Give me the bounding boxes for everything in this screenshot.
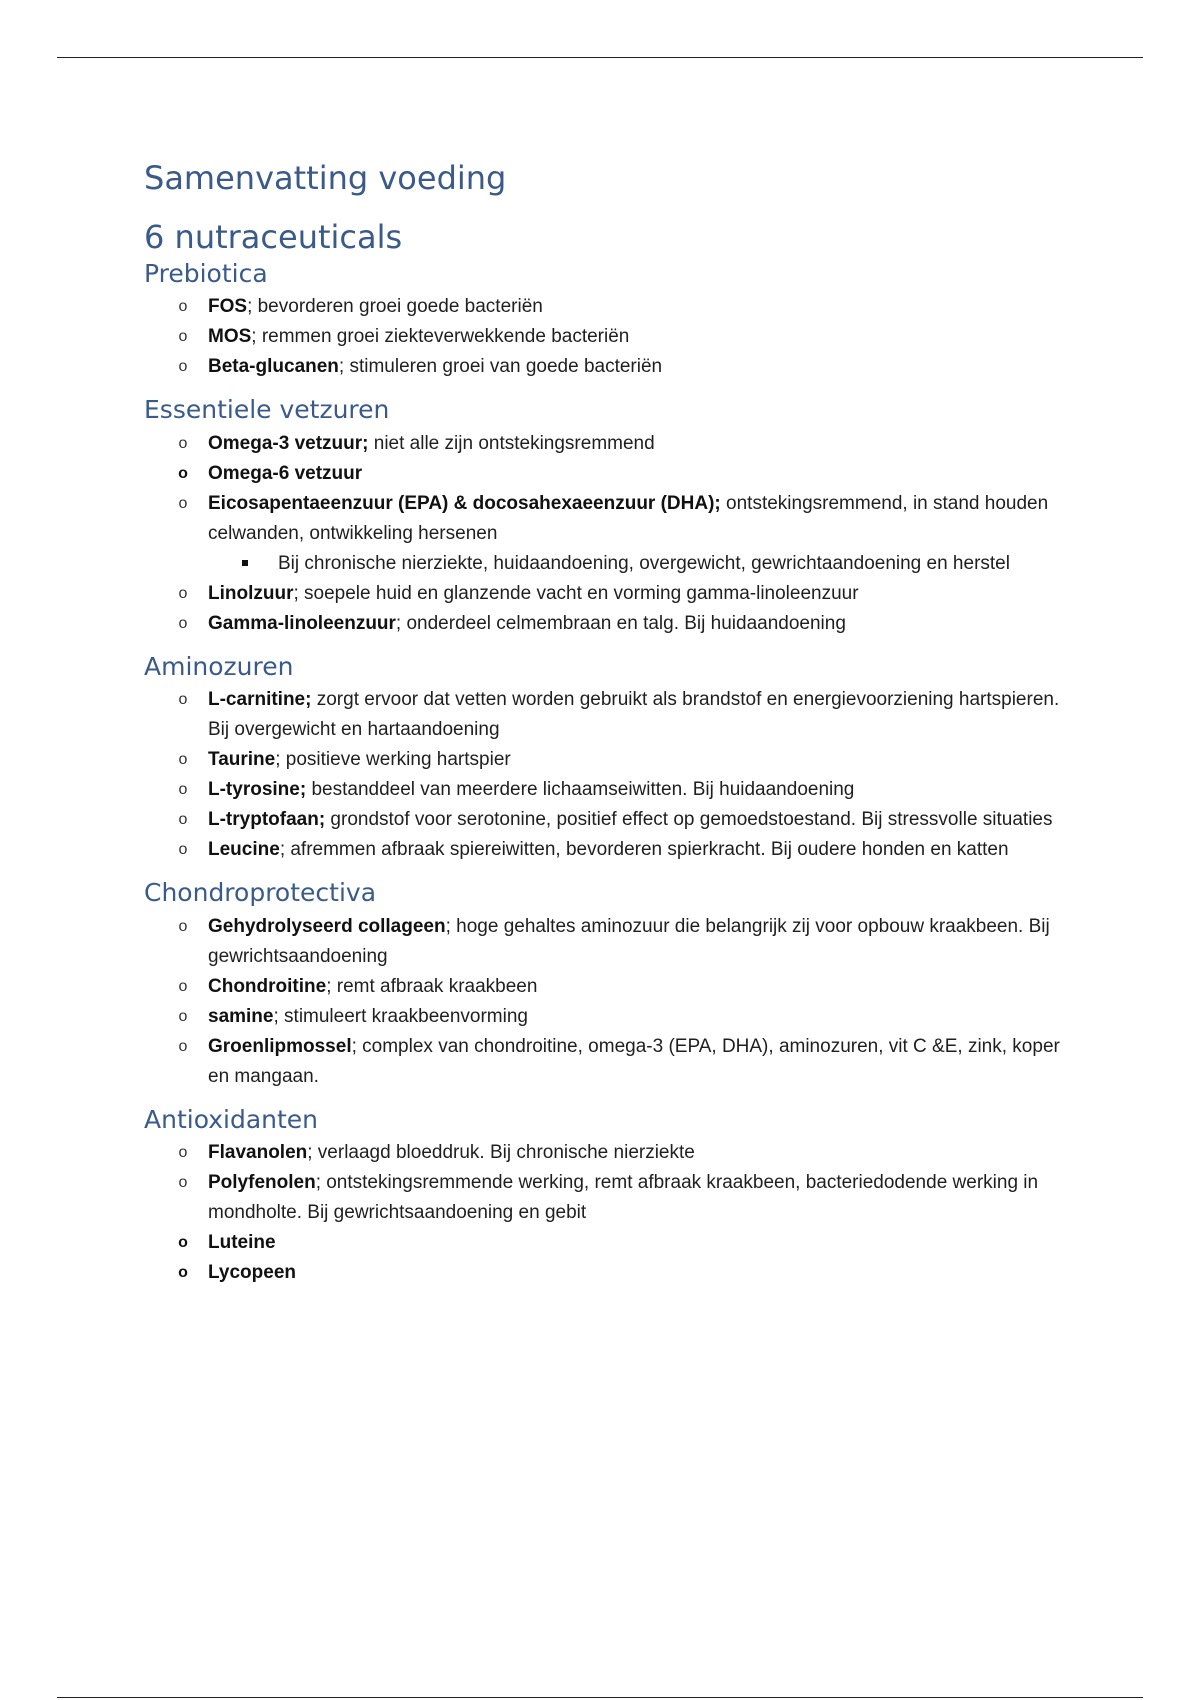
bullet-icon: o bbox=[178, 494, 188, 512]
item-text: ontstekingsremmend, in stand houden celwanden, ontwikkeling hersenen bbox=[208, 492, 1049, 544]
bullet-icon: o bbox=[178, 1007, 188, 1025]
bullet-icon: o bbox=[178, 434, 188, 452]
bullet-icon: o bbox=[178, 1234, 188, 1252]
list-aminozuren bbox=[144, 685, 1064, 865]
item-text: ; hoge gehaltes aminozuur die belangrijk zij voor opbouw kraakbeen. Bij gewrichtsaandoening bbox=[208, 915, 1050, 967]
item-term: Linolzuur bbox=[208, 582, 294, 604]
bullet-icon: o bbox=[178, 328, 188, 346]
sub-item-text: Bij chronische nierziekte, huidaandoening, overgewicht, gewrichtaandoening en herstel bbox=[278, 552, 1010, 574]
bullet-icon: o bbox=[178, 614, 188, 632]
list-item bbox=[144, 1002, 1064, 1032]
section-heading-vetzuren: Essentiele vetzuren bbox=[144, 395, 390, 425]
item-term: samine bbox=[208, 1005, 274, 1027]
item-term: Gehydrolyseerd collageen bbox=[208, 915, 446, 937]
section-heading-aminozuren: Aminozuren bbox=[144, 651, 294, 681]
bullet-icon: o bbox=[178, 841, 188, 859]
item-term: Polyfenolen bbox=[208, 1172, 316, 1194]
bullet-icon: o bbox=[178, 584, 188, 602]
bullet-icon: o bbox=[178, 298, 188, 316]
list-item bbox=[144, 459, 1064, 489]
item-text: ; onderdeel celmembraan en talg. Bij huidaandoening bbox=[395, 612, 846, 634]
item-text: ; stimuleert kraakbeenvorming bbox=[273, 1005, 528, 1027]
list-item bbox=[144, 1258, 1064, 1288]
bullet-icon: o bbox=[178, 1264, 188, 1282]
item-term: Gamma-linoleenzuur bbox=[208, 612, 396, 634]
bullet-icon: o bbox=[178, 751, 188, 769]
bullet-icon: o bbox=[178, 691, 188, 709]
item-text: ; remmen groei ziekteverwekkende bacteriën bbox=[251, 326, 630, 348]
item-term: L-tyrosine; bbox=[208, 779, 307, 801]
item-term: Leucine bbox=[208, 839, 280, 861]
item-text: zorgt ervoor dat vetten worden gebruikt als brandstof en energievoorziening hartspieren. Bij overgewicht en hartaandoening bbox=[208, 689, 1060, 741]
list-item bbox=[144, 292, 1064, 322]
list-item bbox=[144, 609, 1064, 639]
item-text: ; stimuleren groei van goede bacteriën bbox=[338, 356, 663, 378]
list-item bbox=[144, 972, 1064, 1002]
list-item bbox=[144, 489, 1064, 579]
list-item bbox=[144, 1032, 1064, 1092]
item-term: Omega-6 vetzuur bbox=[208, 462, 363, 484]
list-item bbox=[144, 1228, 1064, 1258]
bullet-icon: o bbox=[178, 811, 188, 829]
item-term: L-carnitine; bbox=[208, 689, 312, 711]
list-item bbox=[144, 775, 1064, 805]
item-term: Beta-glucanen bbox=[208, 356, 339, 378]
bullet-icon: o bbox=[178, 781, 188, 799]
document-title: Samenvatting voeding bbox=[144, 159, 507, 197]
list-prebiotica bbox=[144, 292, 1064, 382]
item-term: Omega-3 vetzuur; bbox=[208, 432, 369, 454]
bullet-icon: o bbox=[178, 358, 188, 376]
header-rule bbox=[57, 57, 1143, 58]
item-text: niet alle zijn ontstekingsremmend bbox=[368, 432, 655, 454]
item-term: Taurine bbox=[208, 749, 276, 771]
footer-rule bbox=[57, 1697, 1143, 1698]
item-text: ; bevorderen groei goede bacteriën bbox=[247, 296, 543, 318]
list-item bbox=[144, 1168, 1064, 1228]
section-heading-chondroprotectiva: Chondroprotectiva bbox=[144, 878, 377, 908]
item-term: FOS bbox=[208, 296, 248, 318]
item-term: MOS bbox=[208, 326, 252, 348]
list-item bbox=[144, 579, 1064, 609]
list-antioxidanten bbox=[144, 1138, 1064, 1288]
item-text: grondstof voor serotonine, positief effect op gemoedstoestand. Bij stressvolle situaties bbox=[325, 809, 1053, 831]
bullet-icon: o bbox=[178, 917, 188, 935]
sub-list-item bbox=[208, 549, 1064, 579]
section-heading-prebiotica: Prebiotica bbox=[144, 258, 268, 288]
bullet-icon: o bbox=[178, 1144, 188, 1162]
item-text: ; ontstekingsremmende werking, remt afbraak kraakbeen, bacteriedodende werking in mondholte. Bij gewrichtsaandoening en gebit bbox=[208, 1172, 1039, 1224]
list-item bbox=[144, 835, 1064, 865]
bullet-icon: o bbox=[178, 1174, 188, 1192]
item-text: bestanddeel van meerdere lichaamseiwitten. Bij huidaandoening bbox=[306, 779, 855, 801]
item-text: ; remt afbraak kraakbeen bbox=[326, 975, 538, 997]
section-heading-antioxidanten: Antioxidanten bbox=[144, 1104, 319, 1134]
bullet-icon: o bbox=[178, 464, 188, 482]
list-chondroprotectiva bbox=[144, 912, 1064, 1092]
list-vetzuren bbox=[144, 429, 1064, 639]
sub-list bbox=[208, 549, 1064, 579]
document-body bbox=[144, 160, 1064, 1300]
document-subtitle: 6 nutraceuticals bbox=[144, 217, 403, 256]
item-text: ; soepele huid en glanzende vacht en vorming gamma-linoleenzuur bbox=[293, 582, 859, 604]
list-item bbox=[144, 429, 1064, 459]
item-term: Groenlipmossel bbox=[208, 1035, 352, 1057]
item-text: ; verlaagd bloeddruk. Bij chronische nierziekte bbox=[307, 1142, 695, 1164]
list-item bbox=[144, 352, 1064, 382]
list-item bbox=[144, 322, 1064, 352]
item-term: Chondroitine bbox=[208, 975, 327, 997]
bullet-icon: o bbox=[178, 1037, 188, 1055]
item-text: ; complex van chondroitine, omega-3 (EPA, DHA), aminozuren, vit C &E, zink, koper en mangaan. bbox=[208, 1035, 1060, 1087]
list-item bbox=[144, 912, 1064, 972]
item-text: ; positieve werking hartspier bbox=[275, 749, 511, 771]
list-item bbox=[144, 745, 1064, 775]
list-item bbox=[144, 685, 1064, 745]
square-bullet-icon bbox=[242, 560, 248, 566]
item-term: Eicosapentaeenzuur (EPA) & docosahexaeenzuur (DHA); bbox=[208, 492, 721, 514]
list-item bbox=[144, 1138, 1064, 1168]
list-item bbox=[144, 805, 1064, 835]
bullet-icon: o bbox=[178, 977, 188, 995]
item-term: Lycopeen bbox=[208, 1262, 296, 1284]
item-term: Flavanolen bbox=[208, 1142, 308, 1164]
item-text: ; afremmen afbraak spiereiwitten, bevorderen spierkracht. Bij oudere honden en katten bbox=[279, 839, 1009, 861]
item-term: Luteine bbox=[208, 1232, 276, 1254]
item-term: L-tryptofaan; bbox=[208, 809, 326, 831]
